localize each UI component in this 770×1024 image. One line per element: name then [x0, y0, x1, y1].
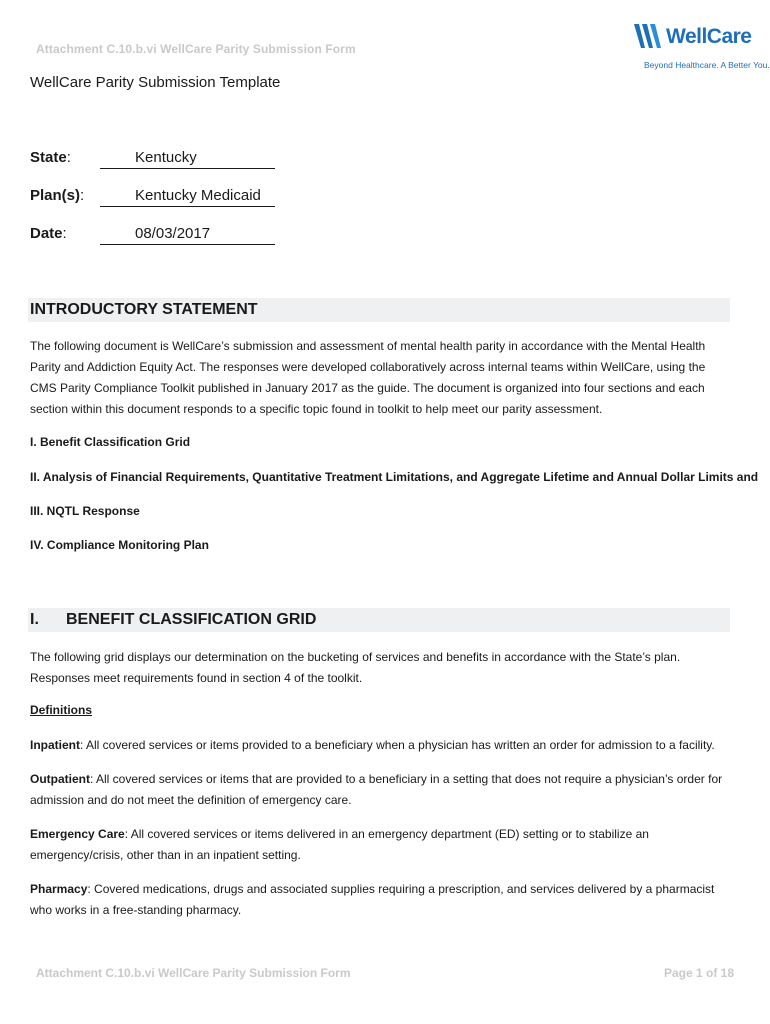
intro-list-item-2: II. Analysis of Financial Requirements, Quantitative Treatment Limitations, and Aggregate Lifetime and Annual Dollar Limits and	[30, 470, 759, 484]
section1-title: BENEFIT CLASSIFICATION GRID	[66, 611, 317, 628]
definition-inpatient: Inpatient: All covered services or items provided to a beneficiary when a physician has written an order for admission to a facility.	[30, 738, 715, 752]
definitions-heading: Definitions	[30, 703, 92, 717]
field-state-label: State:	[30, 149, 71, 166]
logo-tagline: Beyond Healthcare. A Better You.	[644, 60, 770, 70]
definition-pharmacy: Pharmacy: Covered medications, drugs and associated supplies requiring a prescription, and services delivered by a pharmacist who works in a free-standing pharmacy.	[30, 882, 715, 917]
field-plans-value: Kentucky Medicaid	[100, 187, 275, 207]
footer-attachment-label: Attachment C.10.b.vi WellCare Parity Submission Form	[36, 966, 351, 980]
intro-heading: INTRODUCTORY STATEMENT	[28, 298, 730, 322]
field-date-value: 08/03/2017	[100, 225, 275, 245]
field-state-value: Kentucky	[100, 149, 275, 169]
intro-list-item-4: IV. Compliance Monitoring Plan	[30, 538, 209, 552]
intro-list-item-3: III. NQTL Response	[30, 504, 140, 518]
section1-heading	[28, 608, 730, 632]
definition-outpatient: Outpatient: All covered services or items that are provided to a beneficiary in a setting that does not require a physician’s order for admission and do not meet the definition of emergency care.	[30, 772, 723, 807]
section1-number: I.	[30, 611, 39, 628]
wellcare-logo-icon	[632, 20, 666, 52]
field-plans-label: Plan(s):	[30, 187, 85, 204]
intro-paragraph: The following document is WellCare’s submission and assessment of mental health parity in accordance with the Mental Health Parity and Addiction Equity Act. The responses were developed collaboratively across internal teams within WellCare, using the CMS Parity Compliance Toolkit published in January 2017 as the guide. The document is organized into four sections and each section within this document responds to a specific topic found in toolkit to help meet our parity assessment.	[30, 339, 706, 416]
field-date	[30, 225, 290, 247]
section1-paragraph: The following grid displays our determination on the bucketing of services and benefits in accordance with the State’s plan. Responses meet requirements found in section 4 of the toolkit.	[30, 650, 681, 685]
definition-emergency-care: Emergency Care: All covered services or items delivered in an emergency department (ED) setting or to stabilize an emergency/crisis, other than in an inpatient setting.	[30, 827, 649, 862]
intro-list-item-1: I. Benefit Classification Grid	[30, 435, 191, 449]
template-title: WellCare Parity Submission Template	[30, 74, 281, 91]
header-attachment-label: Attachment C.10.b.vi WellCare Parity Submission Form	[36, 42, 356, 56]
logo-brand-name: WellCare	[666, 25, 752, 48]
field-date-label: Date:	[30, 225, 67, 242]
field-plans	[30, 187, 290, 209]
wellcare-logo	[630, 18, 770, 74]
field-state	[30, 149, 290, 171]
footer-page-number: Page 1 of 18	[663, 966, 734, 980]
